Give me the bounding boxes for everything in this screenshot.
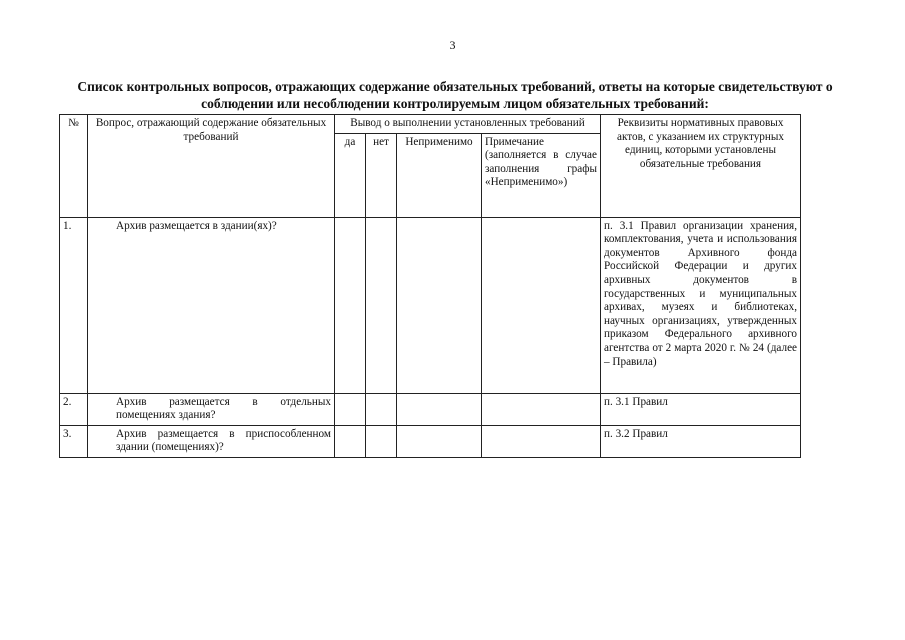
cell-no[interactable]	[366, 425, 397, 457]
header-refs: Реквизиты нормативных правовых актов, с указанием их структурных единиц, которыми установлены обязательные требования	[601, 115, 801, 218]
table-header-row	[60, 115, 801, 134]
cell-yes[interactable]	[335, 425, 366, 457]
cell-yes[interactable]	[335, 393, 366, 425]
cell-na[interactable]	[397, 217, 482, 393]
cell-note[interactable]	[482, 393, 601, 425]
cell-na[interactable]	[397, 425, 482, 457]
header-question: Вопрос, отражающий содержание обязательных требований	[88, 115, 335, 218]
row-num: 3.	[60, 425, 88, 457]
row-question: Архив размещается в отдельных помещениях здания?	[88, 393, 335, 425]
requirements-table	[59, 114, 801, 458]
cell-note[interactable]	[482, 217, 601, 393]
cell-no[interactable]	[366, 393, 397, 425]
row-question: Архив размещается в здании(ях)?	[88, 217, 335, 393]
header-note: Примечание (заполняется в случае заполнения графы «Неприменимо»)	[482, 133, 601, 217]
cell-note[interactable]	[482, 425, 601, 457]
row-ref: п. 3.1 Правил организации хранения, комплектования, учета и использования документов Архивного фонда Российской Федерации и других архивных документов в государственных и муниципальных архивах, музеях и библиотеках, научных организациях, утвержденных приказом Федерального архивного агентства от 2 марта 2020 г. № 24 (далее – Правила)	[601, 217, 801, 393]
table-row	[60, 393, 801, 425]
header-yes: да	[335, 133, 366, 217]
document-title: Список контрольных вопросов, отражающих содержание обязательных требований, ответы на которые свидетельствуют о соблюдении или несоблюдении контролируемым лицом обязательных требований:	[77, 79, 833, 111]
row-question: Архив размещается в приспособленном здании (помещениях)?	[88, 425, 335, 457]
header-conclusion: Вывод о выполнении установленных требований	[335, 115, 601, 134]
table-row	[60, 425, 801, 457]
header-no: нет	[366, 133, 397, 217]
row-ref: п. 3.1 Правил	[601, 393, 801, 425]
page-number: 3	[449, 38, 456, 52]
header-num: №	[60, 115, 88, 218]
cell-na[interactable]	[397, 393, 482, 425]
cell-no[interactable]	[366, 217, 397, 393]
cell-yes[interactable]	[335, 217, 366, 393]
header-na: Неприменимо	[397, 133, 482, 217]
row-ref: п. 3.2 Правил	[601, 425, 801, 457]
row-num: 2.	[60, 393, 88, 425]
row-num: 1.	[60, 217, 88, 393]
table-row	[60, 217, 801, 393]
